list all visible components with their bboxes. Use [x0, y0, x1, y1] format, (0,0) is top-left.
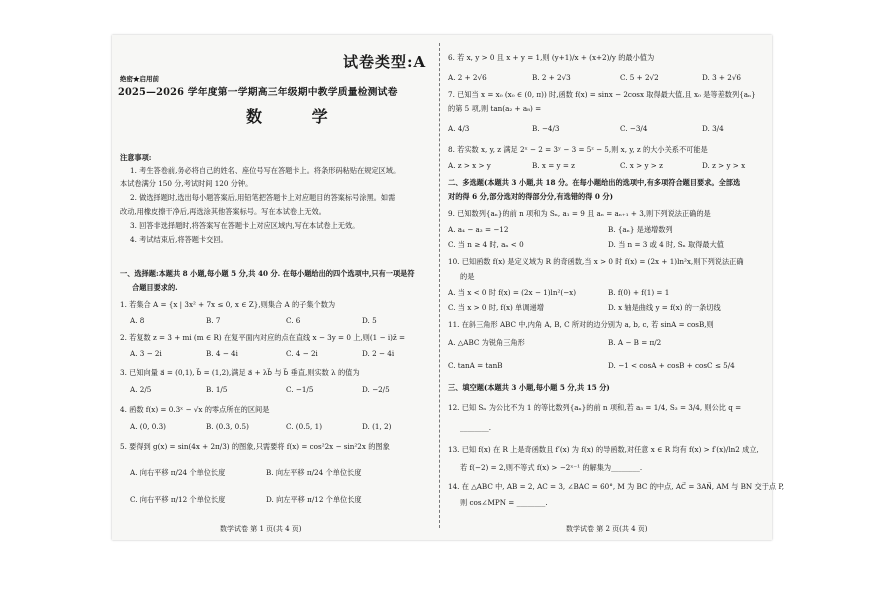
question-7-stem: 7. 已知当 x = x₀ (x₀ ∈ (0, π)) 时,函数 f(x) = sinx − 2cosx 取得最大值,且 x₀ 是等差数列{aₙ} — [448, 90, 756, 99]
q3-option-b: B. 1/5 — [206, 385, 228, 394]
q11-option-a: A. △ABC 为锐角三角形 — [448, 338, 525, 347]
question-10-stem: 10. 已知函数 f(x) 是定义域为 R 的奇函数,当 x > 0 时 f(x) = (2x + 1)ln²x,则下列说法正确 — [448, 257, 744, 266]
q7-option-d: D. 3/4 — [702, 124, 724, 133]
note-line: 3. 回答非选择题时,将答案写在答题卡上对应区域内,写在本试卷上无效。 — [130, 221, 360, 230]
q1-option-c: C. 6 — [286, 316, 301, 325]
q3-option-a: A. 2/5 — [130, 385, 152, 394]
q2-option-b: B. 4 − 4i — [206, 349, 238, 358]
section2-heading-cont: 对的得 6 分,部分选对的得部分分,有选错的得 0 分) — [448, 192, 613, 201]
q9-option-b: B. {aₙ} 是递增数列 — [608, 225, 673, 234]
q3-option-c: C. −1/5 — [286, 385, 314, 394]
exam-title: 2025—2026 学年度第一学期高三年级期中教学质量检测试卷 — [118, 87, 398, 98]
q2-option-a: A. 3 − 2i — [130, 349, 162, 358]
q8-option-a: A. z > x > y — [448, 161, 491, 170]
q11-option-c: C. tanA = tanB — [448, 361, 503, 370]
q9-option-c: C. 当 n ≥ 4 时, aₙ < 0 — [448, 240, 524, 249]
q9-option-a: A. a₄ − a₃ = −12 — [448, 225, 509, 234]
q11-option-d: D. −1 < cosA + cosB + cosC ≤ 5/4 — [608, 361, 735, 370]
q10-option-d: D. x 轴是曲线 y = f(x) 的一条切线 — [608, 303, 721, 312]
q5-option-a: A. 向右平移 π/24 个单位长度 — [130, 468, 226, 477]
question-1-stem: 1. 若集合 A = {x | 3x² + 7x ≤ 0, x ∈ Z},则集合 A 的子集个数为 — [120, 300, 336, 309]
question-12-stem: 12. 已知 Sₙ 为公比不为 1 的等比数列{aₙ}的前 n 项和,若 a₃ = 1/4, S₃ = 3/4, 则公比 q = — [448, 403, 742, 412]
q5-option-c: C. 向右平移 π/12 个单位长度 — [130, 495, 226, 504]
q7-option-a: A. 4/3 — [448, 124, 470, 133]
note-line: 1. 考生答卷前,务必将自己的姓名、座位号写在答题卡上。将条形码粘贴在规定区域。 — [130, 166, 401, 175]
question-14-stem: 14. 在 △ABC 中, AB = 2, AC = 3, ∠BAC = 60°, M 为 BC 的中点, AC⃗ = 3AN⃗, AM 与 BN 交于点 P, — [448, 482, 785, 491]
question-3-stem: 3. 已知向量 a⃗ = (0,1), b⃗ = (1,2),满足 a⃗ + λb⃗ 与 b⃗ 垂直,则实数 λ 的值为 — [120, 368, 360, 377]
footer-right: 数学试卷 第 2 页(共 4 页) — [566, 525, 648, 533]
question-13-stem-cont: 若 f(−2) = 2,则不等式 f(x) > −2ˣ⁻¹ 的解集为________. — [460, 463, 643, 472]
q7-option-b: B. −4/3 — [532, 124, 560, 133]
column-divider — [439, 43, 441, 528]
section3-heading: 三、填空题(本题共 3 小题,每小题 5 分,共 15 分) — [448, 383, 610, 392]
section1-heading-cont: 合题目要求的. — [132, 283, 178, 292]
q10-option-b: B. f(0) + f(1) = 1 — [608, 288, 670, 297]
question-9-stem: 9. 已知数列{aₙ}的前 n 项和为 Sₙ, a₁ = 9 且 aₙ = aₙ₊₁ + 3,则下列说法正确的是 — [448, 209, 711, 218]
section1-heading: 一、选择题:本题共 8 小题,每小题 5 分,共 40 分. 在每小题给出的四个选项中,只有一项是符 — [120, 269, 415, 278]
q4-option-a: A. (0, 0.3) — [130, 422, 166, 431]
question-4-stem: 4. 函数 f(x) = 0.3ˣ − √x 的零点所在的区间是 — [120, 405, 270, 414]
note-line: 4. 考试结束后,将答题卡交回。 — [130, 235, 228, 244]
q6-option-a: A. 2 + 2√6 — [448, 73, 487, 82]
exam-paper — [112, 35, 785, 540]
note-line: 2. 做选择题时,选出每小题答案后,用铅笔把答题卡上对应题目的答案标号涂黑。如需 — [130, 193, 396, 202]
question-10-stem-cont: 的是 — [460, 272, 475, 281]
q4-option-c: C. (0.5, 1) — [286, 422, 322, 431]
question-12-blank: ________. — [460, 423, 492, 432]
q4-option-d: D. (1, 2) — [362, 422, 392, 431]
q1-option-a: A. 8 — [130, 316, 145, 325]
q6-option-c: C. 5 + 2√2 — [620, 73, 659, 82]
question-7-stem-cont: 的第 5 项,则 tan(a₂ + a₈) = — [448, 104, 542, 113]
note-line: 改动,用橡皮擦干净后,再选涂其他答案标号。写在本试卷上无效。 — [120, 207, 326, 216]
question-6-stem: 6. 若 x, y > 0 且 x + y = 1,则 (y+1)/x + (x+2)/y 的最小值为 — [448, 53, 655, 62]
q5-option-b: B. 向左平移 π/24 个单位长度 — [266, 468, 362, 477]
q5-option-d: D. 向左平移 π/12 个单位长度 — [266, 495, 362, 504]
q9-option-d: D. 当 n = 3 或 4 时, Sₙ 取得最大值 — [608, 240, 724, 249]
q1-option-b: B. 7 — [206, 316, 221, 325]
q7-option-c: C. −3/4 — [620, 124, 648, 133]
q8-option-b: B. x = y = z — [532, 161, 575, 170]
question-2-stem: 2. 若复数 z = 3 + mi (m ∈ R) 在复平面内对应的点在直线 x − 3y = 0 上,则(1 − i)z̄ = — [120, 333, 406, 342]
paper-type-label: 试卷类型:A — [343, 53, 427, 71]
subject-title: 数 学 — [246, 107, 350, 126]
question-5-stem: 5. 要得到 g(x) = sin(4x + 2π/3) 的图象,只需要将 f(x) = cos²2x − sin²2x 的图象 — [120, 442, 390, 451]
q2-option-c: C. 4 − 2i — [286, 349, 318, 358]
question-14-stem-cont: 则 cos∠MPN = ________. — [460, 498, 548, 507]
q1-option-d: D. 5 — [362, 316, 377, 325]
q6-option-d: D. 3 + 2√6 — [702, 73, 741, 82]
q10-option-a: A. 当 x < 0 时 f(x) = (2x − 1)ln²(−x) — [448, 288, 577, 297]
notes-heading: 注意事项: — [120, 153, 152, 162]
q4-option-b: B. (0.3, 0.5) — [206, 422, 249, 431]
q10-option-c: C. 当 x > 0 时, f(x) 单调递增 — [448, 303, 544, 312]
note-line: 本试卷满分 150 分,考试时间 120 分钟。 — [120, 179, 253, 188]
q11-option-b: B. A − B = π/2 — [608, 338, 662, 347]
q2-option-d: D. 2 − 4i — [362, 349, 395, 358]
section2-heading: 二、多选题(本题共 3 小题,共 18 分。在每小题给出的选项中,有多项符合题目要求。全部选 — [448, 178, 741, 187]
q8-option-d: D. z > y > x — [702, 161, 746, 170]
secret-mark: 绝密★启用前 — [120, 75, 159, 83]
question-13-stem: 13. 已知 f(x) 在 R 上是奇函数且 f′(x) 为 f(x) 的导函数,对任意 x ∈ R 均有 f(x) > f′(x)/ln2 成立, — [448, 445, 759, 454]
q6-option-b: B. 2 + 2√3 — [532, 73, 571, 82]
footer-left: 数学试卷 第 1 页(共 4 页) — [220, 525, 302, 533]
question-11-stem: 11. 在斜三角形 ABC 中,内角 A, B, C 所对的边分别为 a, b, c, 若 sinA = cosB,则 — [448, 320, 714, 329]
q3-option-d: D. −2/5 — [362, 385, 390, 394]
q8-option-c: C. x > y > z — [620, 161, 663, 170]
question-8-stem: 8. 若实数 x, y, z 满足 2ˣ − 2 = 3ʸ − 3 = 5ᶻ − 5,则 x, y, z 的大小关系不可能是 — [448, 145, 708, 154]
